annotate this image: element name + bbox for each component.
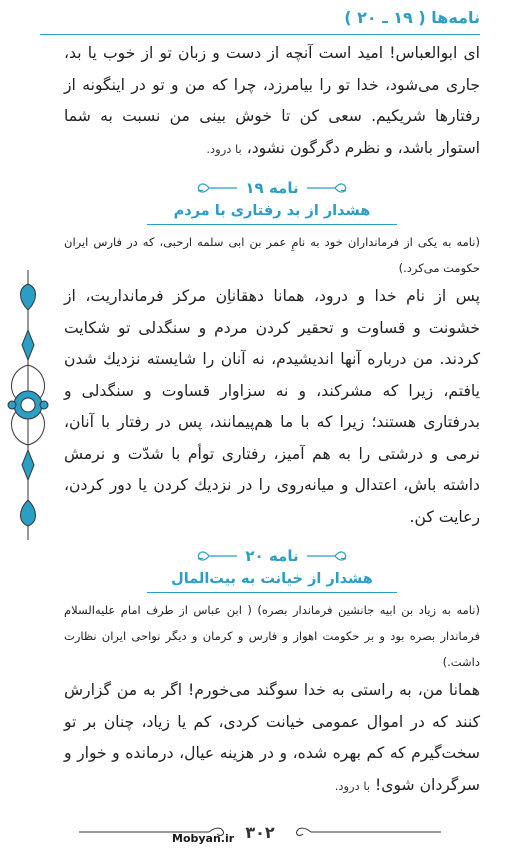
footer-ornament-icon: [281, 827, 441, 837]
header-rule: [40, 34, 480, 35]
letter-19-body: پس از نام خدا و درود، همانا دهقاناِن مرکز فرمانداریت، از خشونت و قساوت و تحقیر کردن مردم و سنگدلی تو شکایت کردند. من درباره آنها اندیشیدم، نه آنان را شایسته نزدیك شدن یافتم، زیرا که مشرکند، و نه سزاوار قساوت و سنگدلی و بدرفتاری هستند؛ زیرا که با ما هم‌پیمانند، پس در رفتار با آنان، نرمی و درشتی را به هم آمیز، رفتاری توأم با شدّت و نرمش داشته باش، اعتدال و میانه‌روی را در نزدیك کردن یا دور کردن، رعایت کن.: [64, 287, 480, 526]
letter-19-note: (نامه به یکی از فرمانداران خود به نامِ عمر بن ابی سلمه ارحبی، که در فارس ایران حکومت می‌کرد.): [64, 235, 480, 275]
letter-19-title: نامه ۱۹: [245, 179, 299, 197]
running-header: نامه‌ها ( ۱۹ ـ ۲۰ ): [344, 8, 480, 27]
letter-20-title: نامه ۲۰: [245, 547, 299, 565]
site-brand: Mobyan.ir: [172, 832, 235, 845]
intro-text: ای ابوالعباس! امید است آنچه از دست و زبان تو از خوب یا بد، جاری می‌شود، خدا تو را بیامرزد، چرا که من و تو در اینگونه از رفتارها شریکیم. سعی کن تا خوش بینی من نسبت به شما استوار باشد، و نظرم دگرگون نشود،: [64, 44, 480, 157]
letter-20-paragraph: [64, 675, 480, 802]
intro-closing: با درود.: [206, 141, 242, 156]
intro-paragraph: [64, 38, 480, 165]
letter-20-closing: با درود.: [334, 778, 371, 793]
vine-ornament-icon: [305, 181, 351, 195]
floral-ornament-icon: [6, 270, 50, 540]
letter-19-subtitle: هشدار از بد رفتاری با مردم: [173, 203, 371, 219]
vine-ornament-icon: [193, 181, 239, 195]
subtitle-rule: [147, 224, 397, 225]
letter-20-note: (نامه به زیاد بن ابیه جانشین فرماندار بصره) ( ابن عباس از طرف امام عليه‌السلام فرماندار بصره بود و بر حکومت اهواز و فارس و کرمان و دیگر نواحی ایران نظارت داشت.): [64, 603, 480, 669]
page-footer: [0, 819, 520, 845]
vine-ornament-icon: [193, 549, 239, 563]
letter-19-heading: [64, 177, 480, 225]
page-number: ۳۰۲: [245, 822, 275, 842]
subtitle-rule: [147, 592, 397, 593]
page-content: [64, 38, 480, 802]
letter-20-subtitle: هشدار از خیانت به بیت‌المال: [171, 571, 373, 587]
vine-ornament-icon: [305, 549, 351, 563]
letter-20-heading: [64, 545, 480, 593]
letter-20-body: همانا من، به راستی به خدا سوگند می‌خورم! اگر به من گزارش کنند که در اموال عمومی خیانت کردی، کم یا زیاد، چنان بر تو سخت‌گیرم که کم بهره شده، و در هزینه عیال، درمانده و خوار و سرگردان شوی!: [64, 681, 480, 794]
